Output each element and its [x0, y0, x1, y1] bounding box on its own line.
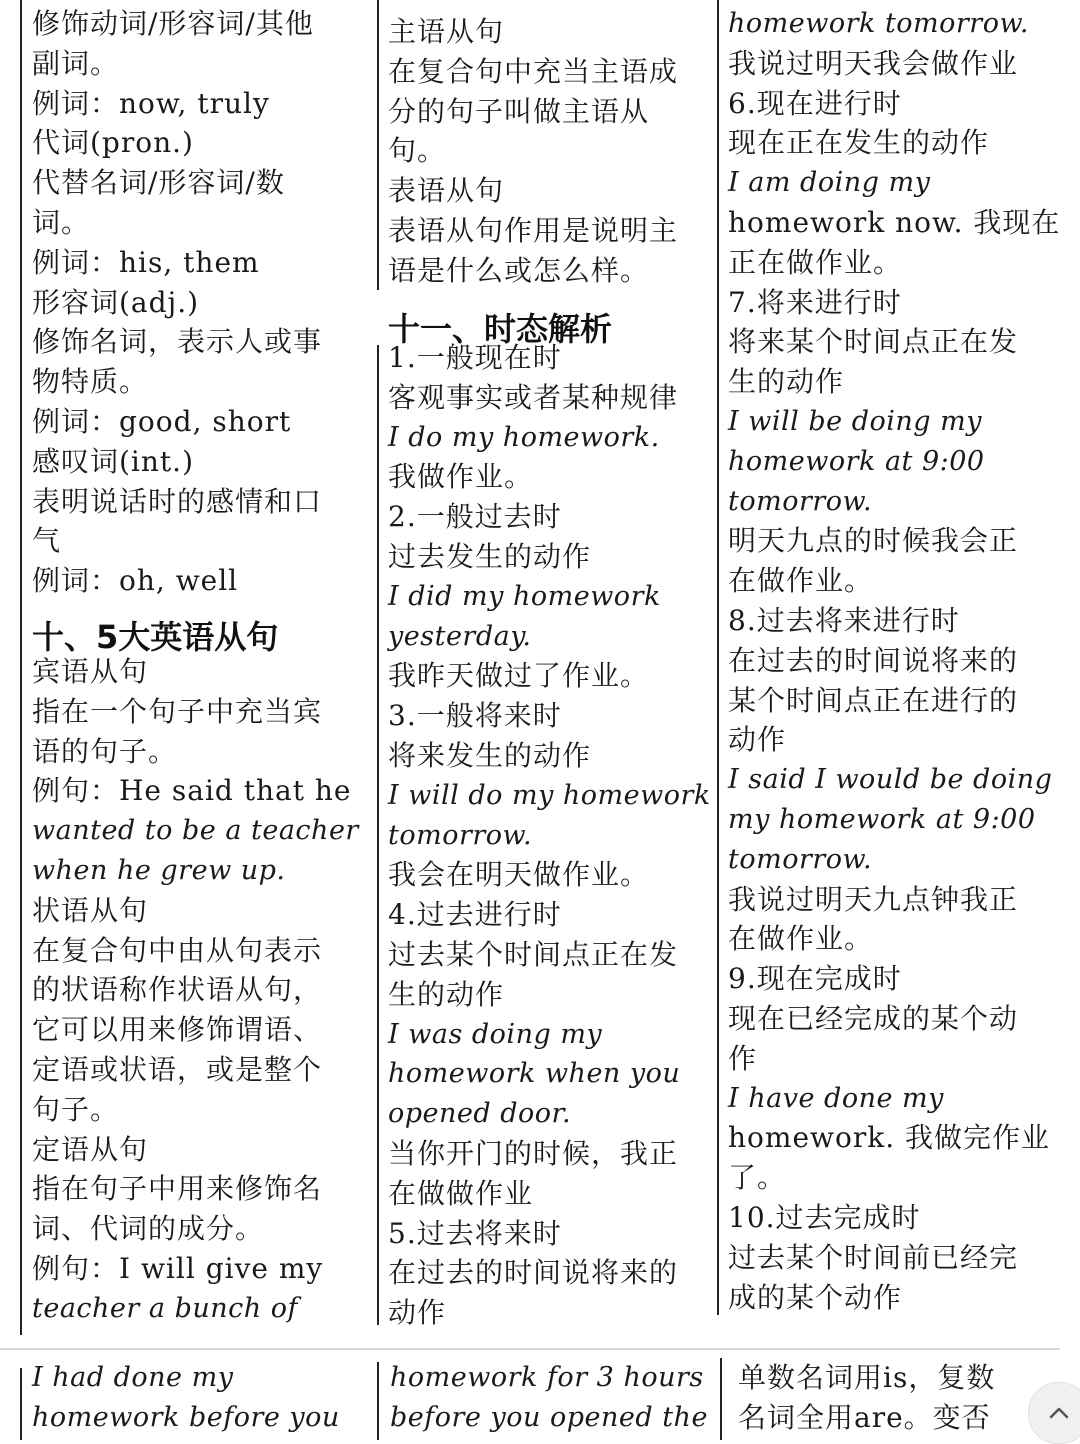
col2-bottom-line: homework when you	[388, 1058, 681, 1090]
col3-line: 过去某个时间前已经完	[728, 1240, 1019, 1274]
col1-top-line: 例词：good, short	[32, 404, 292, 438]
col3-line: 6.现在进行时	[728, 86, 902, 120]
col1-bottom-line: wanted to be a teacher	[32, 815, 359, 847]
col1-bottom-line: 语的句子。	[32, 734, 178, 768]
col1-top-line: 代替名词/形容词/数	[32, 166, 285, 200]
col1-bottom-line: 词、代词的成分。	[32, 1212, 265, 1246]
col3-line: 我说过明天九点钟我正	[728, 882, 1019, 916]
col3-line: I will be doing my	[728, 405, 982, 437]
col3-line: 某个时间点正在进行的	[728, 683, 1019, 717]
col3-line: tomorrow.	[728, 485, 873, 517]
column-rule-mid-1	[377, 0, 379, 290]
col1-top-line: 物特质。	[32, 365, 149, 399]
col1-top-line: 例词：now, truly	[32, 86, 270, 120]
col1-bottom-line: 状语从句	[32, 893, 149, 927]
col2-bottom-line: 生的动作	[388, 977, 505, 1011]
col3-line: 在做作业。	[728, 564, 874, 598]
strip-col1-line: homework before you	[32, 1402, 340, 1433]
col3-line: homework now. 我现在	[728, 205, 1061, 239]
col2-bottom-line: I do my homework.	[388, 421, 660, 453]
col3-line: I have done my	[728, 1082, 944, 1114]
col2-bottom-line: 5.过去将来时	[388, 1216, 562, 1250]
col1-bottom-line: 定语从句	[32, 1132, 149, 1166]
col1-top-line: 修饰动词/形容词/其他	[32, 7, 314, 40]
col1-top-line: 例词：oh, well	[32, 564, 239, 598]
col3-line: 明天九点的时候我会正	[728, 524, 1019, 558]
col2-bottom-line: I did my homework	[388, 580, 661, 612]
section-heading-clauses: 十、5大英语从句	[32, 618, 279, 656]
col1-top-line: 表明说话时的感情和口	[32, 484, 323, 518]
col1-bottom-line: 定语或状语，或是整个	[32, 1052, 323, 1086]
col3-line: 8.过去将来进行时	[728, 603, 960, 637]
col1-top-line: 代词(pron.)	[32, 126, 194, 160]
col2-bottom-line: 过去发生的动作	[388, 539, 592, 573]
col2-bottom-line: 2.一般过去时	[388, 500, 562, 534]
strip-col2-line: before you opened the	[390, 1402, 708, 1433]
col1-bottom-line: 句子。	[32, 1092, 120, 1126]
col2-bottom-line: 1.一般现在时	[388, 341, 562, 374]
col3-line: 了。	[728, 1161, 787, 1195]
col2-bottom-line: 动作	[388, 1296, 447, 1330]
col1-top-line: 形容词(adj.)	[32, 285, 200, 319]
col3-line: 在过去的时间说将来的	[728, 643, 1019, 677]
col1-bottom-line: when he grew up.	[32, 854, 286, 886]
col2-bottom-line: I will do my homework	[388, 779, 711, 811]
col1-bottom-line: 的状语称作状语从句，	[32, 973, 323, 1007]
col2-bottom-line: 我会在明天做作业。	[388, 858, 650, 892]
strip-rule-left	[20, 1368, 22, 1440]
page-separator	[0, 1348, 1060, 1350]
col3-line: 将来某个时间点正在发	[728, 325, 1019, 359]
col2-bottom-line: 客观事实或者某种规律	[388, 380, 679, 414]
col1-top-line: 词。	[32, 205, 91, 239]
col2-top-line: 分的句子叫做主语从	[388, 94, 650, 128]
strip-rule-mid-1	[377, 1362, 379, 1440]
col3-line: 10.过去完成时	[728, 1200, 921, 1234]
col3-line: homework tomorrow.	[728, 8, 1029, 39]
chevron-up-icon	[1046, 1400, 1072, 1426]
col3-line: 现在已经完成的某个动	[728, 1001, 1019, 1035]
col3-line: 作	[728, 1041, 758, 1075]
col1-bottom-line: 它可以用来修饰谓语、	[32, 1013, 323, 1047]
col2-bottom-line: yesterday.	[388, 620, 532, 652]
col3-line: 9.现在完成时	[728, 962, 902, 996]
col1-bottom-line: 指在句子中用来修饰名	[32, 1172, 323, 1206]
col2-bottom-line: 我做作业。	[388, 460, 534, 494]
col1-bottom-line: 宾语从句	[32, 655, 149, 688]
col1-top-line: 修饰名词，表示人或事	[32, 325, 323, 359]
strip-col3-line: 名词全用are。变否	[738, 1401, 991, 1434]
col2-bottom-line: 我昨天做过了作业。	[388, 659, 650, 693]
column-rule-left	[20, 0, 22, 1335]
col1-top-line: 副词。	[32, 46, 120, 80]
col1-bottom-line: 例句：He said that he	[32, 774, 352, 808]
col3-line: 在做作业。	[728, 922, 874, 956]
col2-bottom-line: 3.一般将来时	[388, 699, 562, 733]
col3-line: 成的某个动作	[728, 1280, 903, 1314]
col1-bottom-line: 在复合句中由从句表示	[32, 933, 323, 967]
col3-line: 我说过明天我会做作业	[728, 46, 1019, 80]
column-rule-mid-3	[717, 0, 719, 1315]
col1-bottom-line: 例句：I will give my	[32, 1251, 324, 1285]
col2-top-line: 表语从句作用是说明主	[388, 213, 679, 247]
col2-bottom-line: 4.过去进行时	[388, 898, 562, 932]
next-page-col1	[32, 1358, 340, 1438]
next-page-col2	[390, 1358, 708, 1438]
col1-bottom-line: 指在一个句子中充当宾	[32, 694, 323, 728]
col2-top-line: 主语从句	[388, 15, 505, 48]
col2-bottom-line: opened door.	[388, 1098, 572, 1130]
col3-line: I am doing my	[728, 167, 931, 199]
col1-top-line: 感叹词(int.)	[32, 444, 194, 478]
col1-bottom-line: teacher a bunch of	[32, 1292, 298, 1324]
col2-top-line: 语是什么或怎么样。	[388, 253, 650, 287]
col3-line: homework at 9:00	[728, 445, 985, 477]
col1-top-line: 气	[32, 524, 62, 558]
col3-line: 正在做作业。	[728, 245, 903, 279]
col1-top-line: 例词：his, them	[32, 245, 260, 279]
strip-col1-line: I had done my	[32, 1362, 234, 1393]
col3-line: homework. 我做完作业	[728, 1121, 1050, 1155]
scroll-to-top-button[interactable]	[1028, 1382, 1080, 1444]
section-heading-tenses: 十一、时态解析	[388, 310, 613, 348]
col2-bottom-line: 在过去的时间说将来的	[388, 1256, 679, 1290]
col1-bottom-lines	[32, 652, 359, 1329]
strip-col2-line: homework for 3 hours	[390, 1362, 704, 1393]
col3-lines	[728, 4, 1060, 1317]
col2-top-lines	[388, 12, 678, 291]
col3-line: tomorrow.	[728, 843, 873, 875]
col2-bottom-line: 在做做作业	[388, 1176, 534, 1210]
column-rule-mid-2	[377, 345, 379, 1325]
col3-line: I said I would be doing	[728, 764, 1053, 796]
strip-col3-line: 单数名词用is，复数	[738, 1361, 996, 1394]
col2-top-line: 在复合句中充当主语成	[388, 54, 679, 88]
col3-line: my homework at 9:00	[728, 803, 1036, 835]
col2-top-line: 句。	[388, 134, 447, 168]
col3-line: 生的动作	[728, 365, 845, 399]
col2-bottom-line: tomorrow.	[388, 819, 533, 851]
col2-bottom-line: 将来发生的动作	[388, 738, 592, 772]
col3-line: 动作	[728, 723, 787, 757]
col3-line: 7.将来进行时	[728, 285, 902, 319]
col2-top-line: 表语从句	[388, 174, 505, 208]
col1-top-lines	[32, 4, 322, 601]
strip-rule-mid-2	[720, 1358, 722, 1440]
col2-bottom-lines	[388, 338, 711, 1333]
next-page-col3	[738, 1358, 995, 1438]
col2-bottom-line: 过去某个时间点正在发	[388, 937, 679, 971]
col2-bottom-line: I was doing my	[388, 1018, 603, 1050]
col2-bottom-line: 当你开门的时候，我正	[388, 1136, 679, 1170]
col3-line: 现在正在发生的动作	[728, 126, 990, 160]
